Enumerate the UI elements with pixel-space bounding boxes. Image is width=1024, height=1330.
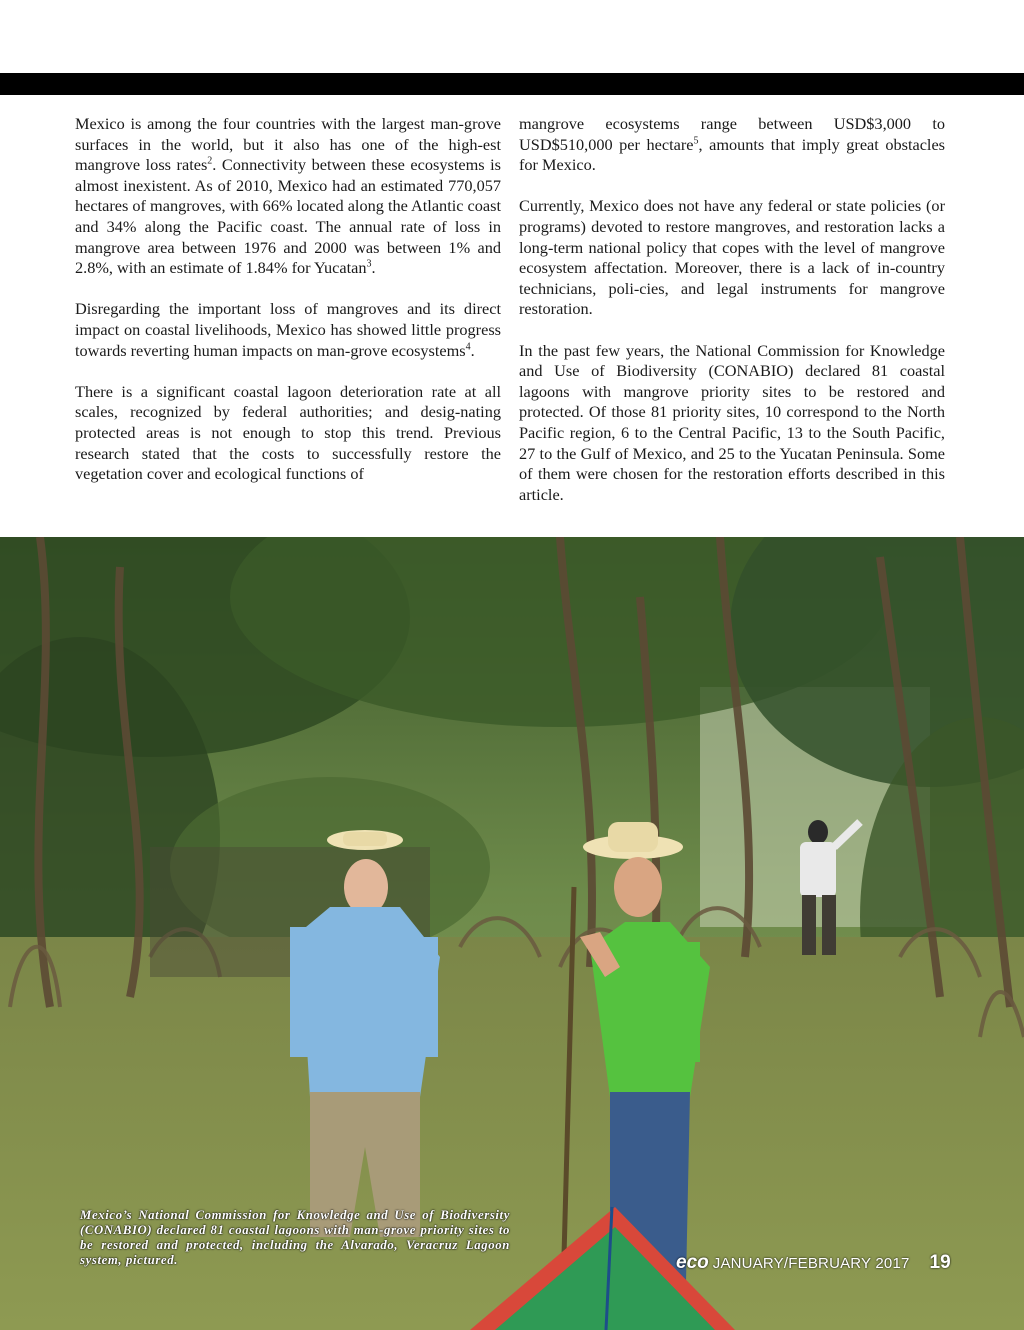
footnote-ref: 3 (366, 258, 372, 270)
article-column-left (75, 114, 501, 485)
header-bar (0, 73, 1024, 95)
paragraph-conabio-priority-sites: In the past few years, the National Commission for Knowledge and Use of Biodiversity (CONABIO) declared 81 coastal lagoons with mangrove priority sites to be restored and protected. Of those 81 priority sites, 10 correspond to the North Pacific region, 6 to the Central Pacific, 13 to the South Pacific, 27 to the Gulf of Mexico, and 25 to the Yucatan Peninsula. Some of them were chosen for the restoration efforts described in this article. (519, 340, 945, 504)
paragraph-mangrove-surfaces: Mexico is among the four countries with the largest man-grove surfaces in the world, but it also has one of the high-est mangrove loss rates$^2$. Connectivity between these ecosystems is almost inexistent. As of 2010, Mexico had an estimated 770,057 hectares of mangroves, with 66% located along the Atlantic coast and 34% along the Pacific coast. The annual rate of loss in mangrove area between 1976 and 2000 was between 1% and 2.8%, with an estimate of 1.84% for Yucatan$^3$. (75, 114, 501, 278)
issue-date: JANUARY/FEBRUARY 2017 (712, 1254, 910, 1272)
article-column-right (519, 114, 945, 505)
paragraph-no-policies: Currently, Mexico does not have any federal or state policies (or programs) devoted to restore mangroves, and restoration lacks a long-term national policy that copes with the level of mangrove ecosystem affectation. Moreover, there is a lack of in-country technicians, poli-cies, and legal instruments for mangrove restoration. (519, 196, 945, 319)
page-number: 19 (929, 1252, 951, 1273)
paragraph-restoration-costs: mangrove ecosystems range between USD$3,000 to USD$510,000 per hectare$^5$, amounts that imply great obstacles for Mexico. (519, 114, 946, 175)
footnote-ref: 4 (465, 341, 471, 353)
photo-caption: Mexico’s National Commission for Knowledge and Use of Biodiversity (CONABIO) declared 81 coastal lagoons with man-grove priority sites to be restored and protected, including the Alvarado, Veracruz Lagoon system, pictured. (80, 1208, 510, 1267)
page-footer (676, 1252, 996, 1274)
footnote-ref: 5 (693, 135, 699, 147)
paragraph-disregarding-loss: Disregarding the important loss of mangroves and its direct impact on coastal livelihoods, Mexico has showed little progress towards reverting human impacts on man-grove ecosystems$^4$. (75, 299, 501, 360)
paragraph-lagoon-deterioration: There is a significant coastal lagoon deterioration rate at all scales, recognized by federal authorities; and desig-nating protected areas is not enough to stop this trend. Previous research stated that the costs to successfully restore the vegetation cover and ecological functions of (75, 381, 501, 484)
magazine-brand: eco (676, 1252, 709, 1273)
footnote-ref: 2 (207, 155, 213, 167)
